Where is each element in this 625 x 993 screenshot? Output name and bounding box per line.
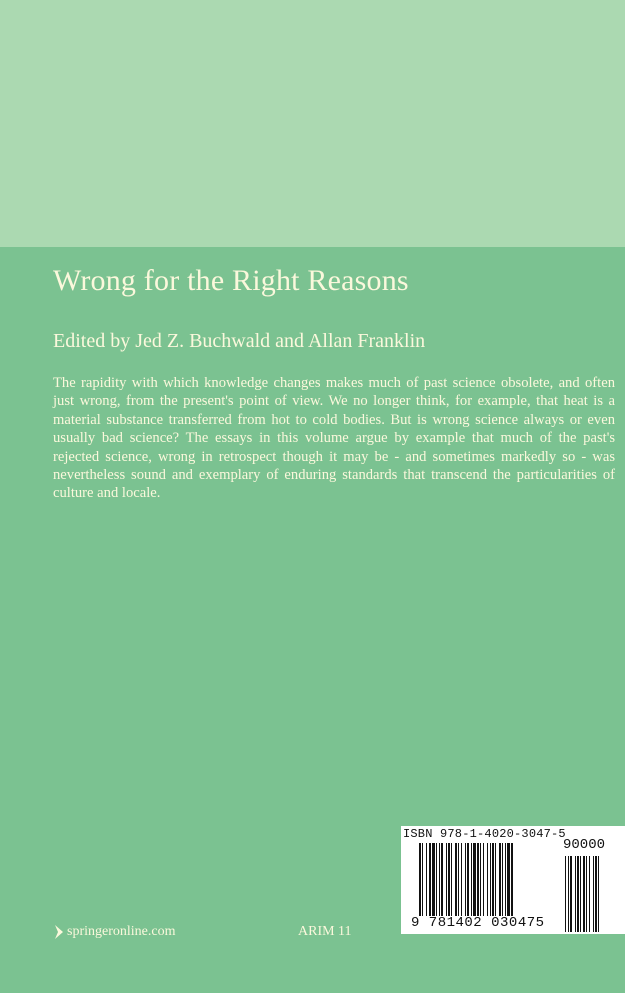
publisher-link[interactable] bbox=[54, 924, 175, 940]
series-code: ARIM 11 bbox=[298, 924, 352, 939]
top-color-band bbox=[0, 0, 625, 247]
publisher-url: springeronline.com bbox=[67, 924, 176, 939]
isbn-label: ISBN 978-1-4020-3047-5 bbox=[403, 827, 566, 841]
barcode-panel bbox=[401, 826, 625, 934]
book-blurb: The rapidity with which knowledge changes makes much of past science obsolete, and often just wrong, from the present's point of view. We no longer think, for example, that heat is a material substance transferred from hot to cold bodies. But is wrong science always or even usually bad science? The essays in this volume argue by example that much of the past's rejected science, wrong in retrospect though it may be - and sometimes markedly so - was nevertheless sound and exemplary of enduring standards that transcend the particularities of culture and locale. bbox=[53, 375, 615, 502]
book-title: Wrong for the Right Reasons bbox=[53, 264, 409, 297]
chevron-right-icon bbox=[54, 925, 64, 939]
editors-line: Edited by Jed Z. Buchwald and Allan Franklin bbox=[53, 330, 426, 352]
barcode-digits: 9 781402 030475 bbox=[411, 915, 545, 931]
price-code: 90000 bbox=[563, 837, 606, 853]
